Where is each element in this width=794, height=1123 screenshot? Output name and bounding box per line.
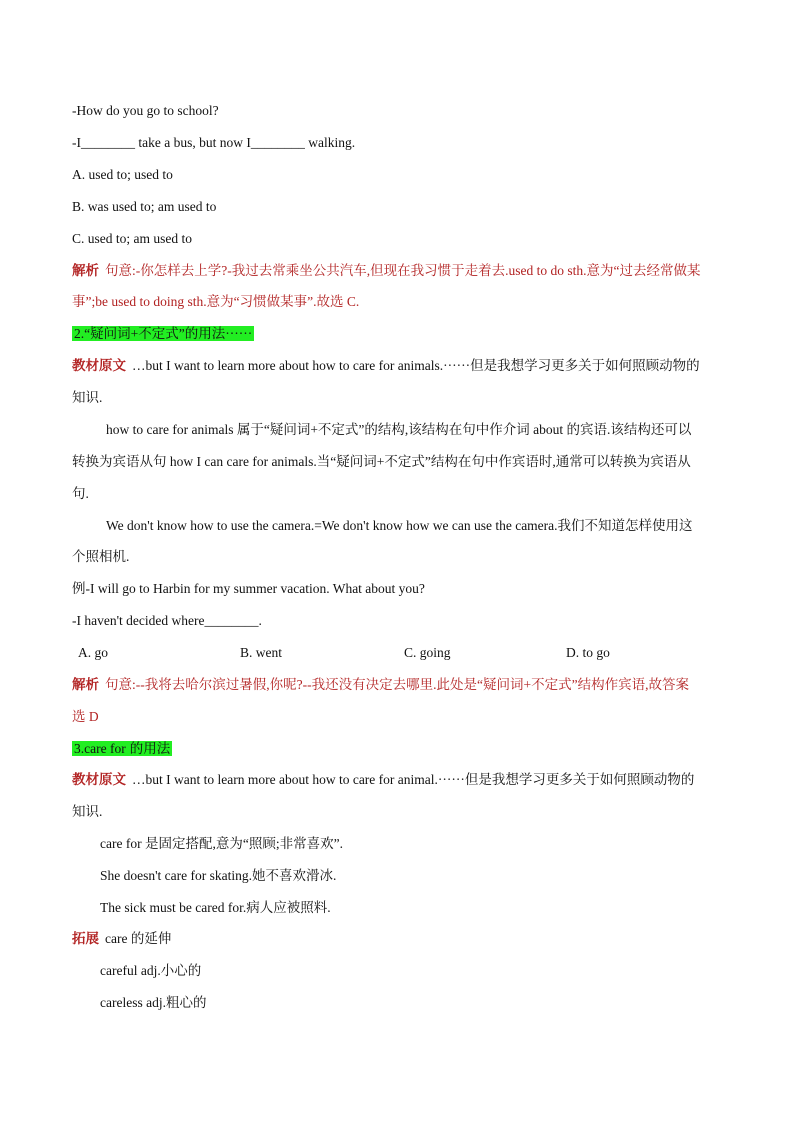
s2-option-b: B. went [240, 645, 282, 660]
s2-analysis-line1: 句意:--我将去哈尔滨过暑假,你呢?--我还没有决定去哪里.此处是“疑问词+不定式”结构作宾语,故答案 [105, 677, 689, 692]
s2-expl-line3: 句. [72, 486, 89, 501]
s3-source-line2: 知识. [72, 804, 103, 819]
s3-line3: The sick must be cared for.病人应被照料. [100, 900, 331, 915]
analysis-label: 解析 [72, 263, 99, 278]
q1-blank-line: -I________ take a bus, but now I________ walking. [72, 135, 356, 150]
q1-analysis-line2: 事”;be used to doing sth.意为“习惯做某事”.故选 C. [72, 294, 360, 309]
q1-analysis [72, 262, 700, 280]
section3-heading-highlight-b: 的用法 [129, 741, 171, 756]
q1-option-a: A. used to; used to [72, 167, 173, 182]
s3-extension-text: care 的延伸 [105, 931, 172, 946]
source-label: 教材原文 [72, 358, 126, 373]
section2-heading-highlight: 2.“疑问词+不定式”的用法······ [74, 326, 253, 341]
s3-source [72, 771, 694, 789]
s2-expl-line1: how to care for animals 属于“疑问词+不定式”的结构,该结构在句中作介词 about 的宾语.该结构还可以 [106, 422, 692, 437]
s2-option-c: C. going [404, 645, 451, 660]
s2-example-line1: We don't know how to use the camera.=We don't know how we can use the camera.我们不知道怎样使用这 [106, 518, 693, 533]
section3-heading [72, 740, 172, 758]
s3-line2: She doesn't care for skating.她不喜欢滑冰. [100, 868, 337, 883]
s2-question-line2: -I haven't decided where________. [72, 613, 262, 628]
analysis-label: 解析 [72, 677, 99, 692]
s3-word2: careless adj.粗心的 [100, 995, 207, 1010]
s3-line1: care for 是固定搭配,意为“照顾;非常喜欢”. [100, 836, 343, 851]
s2-expl-line2: 转换为宾语从句 how I can care for animals.当“疑问词+不定式”结构在句中作宾语时,通常可以转换为宾语从 [72, 454, 691, 469]
s2-option-d: D. to go [566, 645, 610, 660]
s3-word1: careful adj.小心的 [100, 963, 202, 978]
s3-source-line1: …but I want to learn more about how to care for animal.······但是我想学习更多关于如何照顾动物的 [132, 772, 695, 787]
s2-source-line2: 知识. [72, 390, 103, 405]
q1-stem: -How do you go to school? [72, 103, 219, 118]
q1-option-c: C. used to; am used to [72, 231, 192, 246]
section3-heading-highlight-a: 3.care for [74, 741, 126, 756]
extension-label: 拓展 [72, 931, 99, 946]
source-label: 教材原文 [72, 772, 126, 787]
s2-source-line1: …but I want to learn more about how to care for animals.······但是我想学习更多关于如何照顾动物的 [132, 358, 700, 373]
s3-extension [72, 930, 171, 948]
s2-option-a: A. go [78, 645, 108, 660]
s2-example-line2: 个照相机. [72, 549, 130, 564]
section2-heading [72, 325, 254, 343]
s2-analysis [72, 676, 689, 694]
s2-question-line1: 例-I will go to Harbin for my summer vacation. What about you? [72, 581, 425, 596]
s2-source [72, 357, 700, 375]
q1-option-b: B. was used to; am used to [72, 199, 217, 214]
q1-analysis-line1: 句意:-你怎样去上学?-我过去常乘坐公共汽车,但现在我习惯于走着去.used to do sth.意为“过去经常做某 [105, 263, 701, 278]
s2-analysis-line2: 选 D [72, 709, 99, 724]
